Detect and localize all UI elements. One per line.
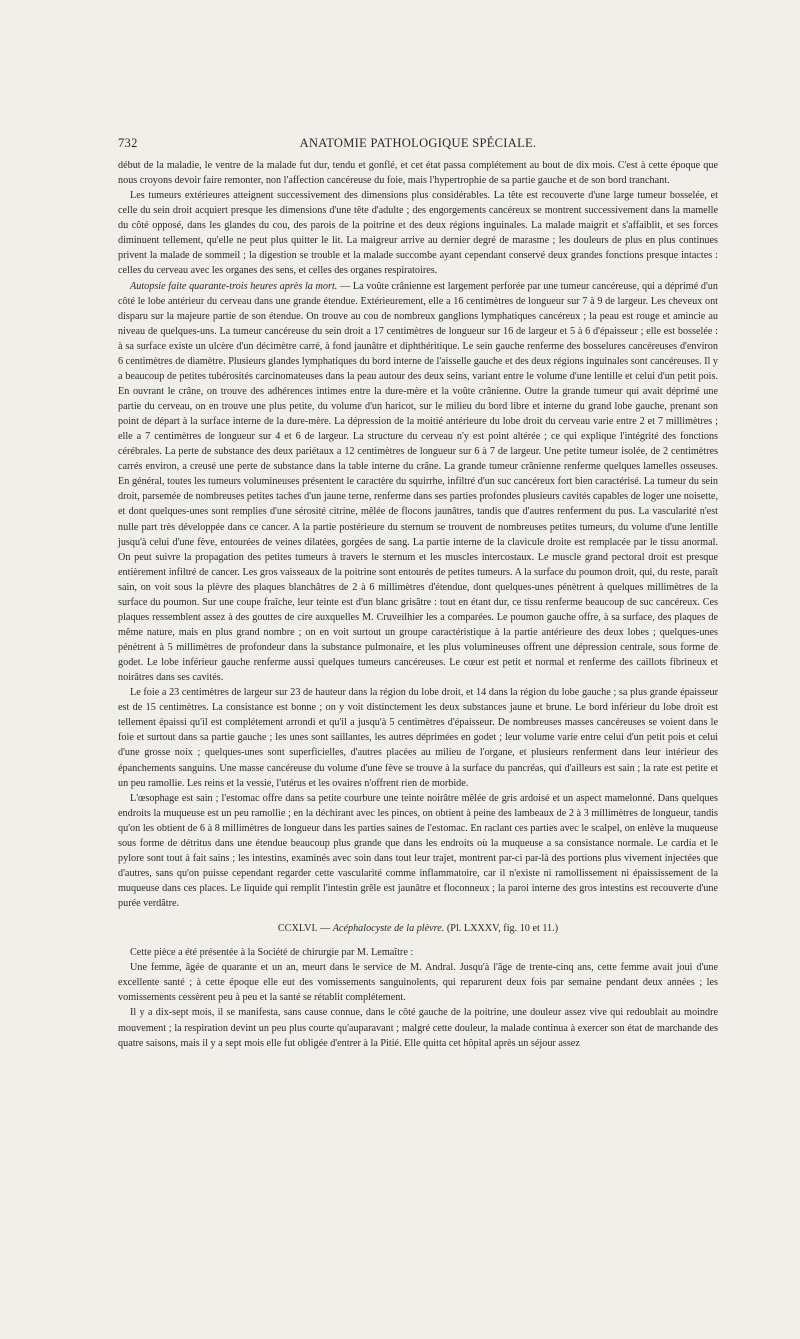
paragraph-7: Une femme, âgée de quarante et un an, meurt dans le service de M. Andral. Jusqu'à l'âge de trente-cinq ans, cette femme avait joui d'une excellente santé ; à cette époque elle eut des vomissements sanguinolents, qui reparurent deux fois par semaine pendant deux années ; les vomissements cessèrent peu à peu et la santé se rétablit complétement.: [118, 962, 718, 1004]
page-number: 732: [118, 136, 138, 150]
autopsy-lead: Autopsie faite quarante-trois heures après la mort.: [130, 280, 338, 292]
running-title: ANATOMIE PATHOLOGIQUE SPÉCIALE.: [299, 136, 537, 150]
section-number: CCXLVI. —: [277, 923, 333, 935]
paragraph-3: [118, 279, 718, 686]
paragraph-8: Il y a dix-sept mois, il se manifesta, sans cause connue, dans le côté gauche de la poitrine, une douleur assez vive qui redoublait au moindre mouvement ; la respiration devint un peu plus courte qu'auparavant ; malgré cette douleur, la malade continua à exercer son état de marchande des quatre saisons, mais il y a sept mois elle fut obligée d'entrer à la Pitié. Elle quitta cet hôpital après un séjour assez: [118, 1007, 718, 1049]
section-reference: (Pl. LXXXV, fig. 10 et 11.): [444, 923, 559, 935]
paragraph-4: Le foie a 23 centimètres de largeur sur 23 de hauteur dans la région du lobe droit, et 14 dans la région du lobe gauche ; sa plus grande épaisseur est de 15 centimètres. La consistance est bonne ; on y voit distinctement les deux substances jaune et brune. Le bord inférieur du lobe droit est tellement épaissi qu'il est complétement arrondi et qu'il a jusqu'à 5 centimètres d'épaisseur. De nombreuses masses cancéreuses se voient dans le foie et surtout dans sa partie gauche ; les unes sont saillantes, les autres déprimées en godet ; leur volume varie entre celui d'un petit pois et celui d'une grosse noix ; quelques-unes sont superficielles, d'autres placées au milieu de l'organe, et plusieurs renferment dans leur intérieur des épanchements sanguins. Une masse cancéreuse du volume d'une fève se trouve à la surface du pancréas, qui d'ailleurs est sain ; la rate est petite et un peu ramollie. Les reins et la vessie, l'utérus et les ovaires n'offrent rien de morbide.: [118, 687, 718, 789]
running-header: [118, 136, 718, 158]
section-heading: [118, 921, 718, 936]
paragraph-5: L'œsophage est sain ; l'estomac offre dans sa petite courbure une teinte noirâtre mêlée de gris ardoisé et un aspect mamelonné. Dans quelques endroits la muqueuse est un peu ramollie ; en la déchirant avec les pinces, on obtient à peine des lambeaux de 2 à 3 millimètres de longueur, tandis qu'on les obtient de 6 à 8 millimètres de longueur dans les parties saines de l'estomac. En raclant ces parties avec le scalpel, on enlève la muqueuse sous forme de détritus dans une étendue beaucoup plus grande que dans les endroits où la muqueuse a sa consistance normale. Le cardia et le pylore sont tout à fait sains ; les intestins, examinés avec soin dans tout leur trajet, montrent par-ci par-là des portions plus vivement injectées que d'autres, sans qu'on puisse cependant regarder cette vascularité comme inflammatoire, car il n'existe ni ramollissement ni épaississement de la muqueuse dans ces places. Le liquide qui remplit l'intestin grêle est jaunâtre et floconneux ; la paroi interne des gros intestins est recouverte d'une purée verdâtre.: [118, 792, 718, 910]
paragraph-2: Les tumeurs extérieures atteignent successivement des dimensions plus considérables. La tête est recouverte d'une large tumeur bosselée, et celle du sein droit acquiert presque les dimensions d'une tête d'adulte ; des engorgements cancéreux se montrent successivement dans la mamelle du côté opposé, dans les glandes du cou, des parois de la poitrine et des deux régions inguinales. La malade maigrit et s'affaiblit, et ses forces diminuent tellement, qu'elle ne peut plus quitter le lit. La maigreur arrive au dernier degré de marasme ; les douleurs de plus en plus continues privent la malade de sommeil ; la digestion se trouble et la malade succombe ayant cependant conservé deux grandes fonctions presque intactes : celles du cerveau avec les organes des sens, et celles des organes respiratoires.: [118, 190, 718, 277]
section-title: Acéphalocyste de la plèvre.: [332, 923, 445, 935]
autopsy-text: — La voûte crânienne est largement perforée par une tumeur cancéreuse, qui a déprimé d'un côté le lobe antérieur du cerveau dans une grande étendue. Extérieurement, elle a 16 centimètres de longueur sur 7 à 9 de largeur. Les cheveux ont disparu sur la majeure partie de son étendue. On trouve au cou de nombreux ganglions lymphatiques cancéreux ; la peau est rouge et amincie au niveau de quelques-uns. La tumeur cancéreuse du sein droit a 17 centimètres de longueur sur 16 de largeur et 5 à 6 d'épaisseur ; elle est bosselée : à sa surface existe un ulcère d'un décimètre carré, à fond jaunâtre et diphthéritique. Le sein gauche renferme des bosselures cancéreuses d'environ 6 centimètres de diamètre. Plusieurs glandes lymphatiques du bord interne de l'aisselle gauche et des deux régions inguinales sont cancéreuses. Il y a beaucoup de petites tubérosités carcinomateuses dans la peau autour des deux seins, variant entre le volume d'une lentille et celui d'un petit pois. En ouvrant le crâne, on trouve des adhérences intimes entre la dure-mère et la voûte crânienne. Outre la grande tumeur qui avait déprimé une partie du cerveau, on en trouve une plus petite, du volume d'un haricot, sur le milieu du bord libre et interne du grand lobe gauche, prenant son point de départ à la surface interne de la dure-mère. La dépression de la moitié antérieure du lobe droit du cerveau varie entre 2 et 7 millimètres ; elle a 7 centimètres de longueur sur 4 et 6 de largeur. La structure du cerveau n'y est point altérée ; ce qui explique l'intégrité des fonctions cérébrales. La perte de substance des deux pariétaux a 12 centimètres de longueur sur 6 à 7 de largeur. Une petite tumeur isolée, de 2 centimètres carrés environ, a creusé une perte de substance dans la table interne du crâne. La grande tumeur crânienne renferme quelques lamelles osseuses. En général, toutes les tumeurs volumineuses présentent le caractère du squirrhe, infiltré d'un suc cancéreux fort bien caractérisé. La tumeur du sein droit, parsemée de nombreuses petites taches d'un jaune terne, renferme dans ses parties profondes plusieurs cavités capables de loger une noisette, et dont quelques-unes sont remplies d'une sérosité citrine, mêlée de flocons jaunâtres, tandis que d'autres renferment du pus. La vascularité n'est nulle part très développée dans ce cancer. A la partie postérieure du sternum se trouvent de nombreuses petites tumeurs, du volume d'une lentille jusqu'à celui d'une fève, entourées de veines dilatées, gorgées de sang. La partie interne de la clavicule droite est remplacée par le tissu anormal. On peut suivre la propagation des petites tumeurs à travers le sternum et les muscles intercostaux. Le muscle grand pectoral droit est presque entièrement infiltré de cancer. Les gros vaisseaux de la poitrine sont entourés de petites tumeurs. A la surface du poumon droit, qui, du reste, paraît sain, on voit sous la plèvre des plaques blanchâtres de 2 à 6 millimètres d'étendue, dont quelques-unes pénètrent à quelques millimètres de la surface du poumon. Sur une coupe fraîche, leur teinte est d'un blanc grisâtre : tout en étant dur, ce tissu renferme beaucoup de suc cancéreux. Ces plaques ressemblent assez à des gouttes de cire auxquelles M. Cruveilhier les a comparées. Le poumon gauche offre, à sa surface, des plaques de même nature, mais en plus grand nombre ; on en voit surtout un groupe caractéristique à la partie antérieure des deux lobes ; quelques-unes pénètrent à 5 millimètres de profondeur dans la substance pulmonaire, et les plus volumineuses offrent une dépression centrale, sous forme de godet. Le lobe inférieur gauche renferme aussi quelques tumeurs cancéreuses. Le cœur est petit et normal et renferme des caillots fibrineux et noirâtres dans ses cavités.: [118, 280, 718, 684]
book-page: [118, 136, 718, 1051]
paragraph-6: Cette pièce a été présentée à la Société de chirurgie par M. Lemaître :: [130, 947, 414, 959]
paragraph-1: début de la maladie, le ventre de la malade fut dur, tendu et gonflé, et cet état passa complétement au bout de dix mois. C'est à cette époque que nous croyons devoir faire remonter, non l'affection cancéreuse du foie, mais l'hypertrophie de sa partie gauche et de son bord tranchant.: [118, 160, 718, 187]
